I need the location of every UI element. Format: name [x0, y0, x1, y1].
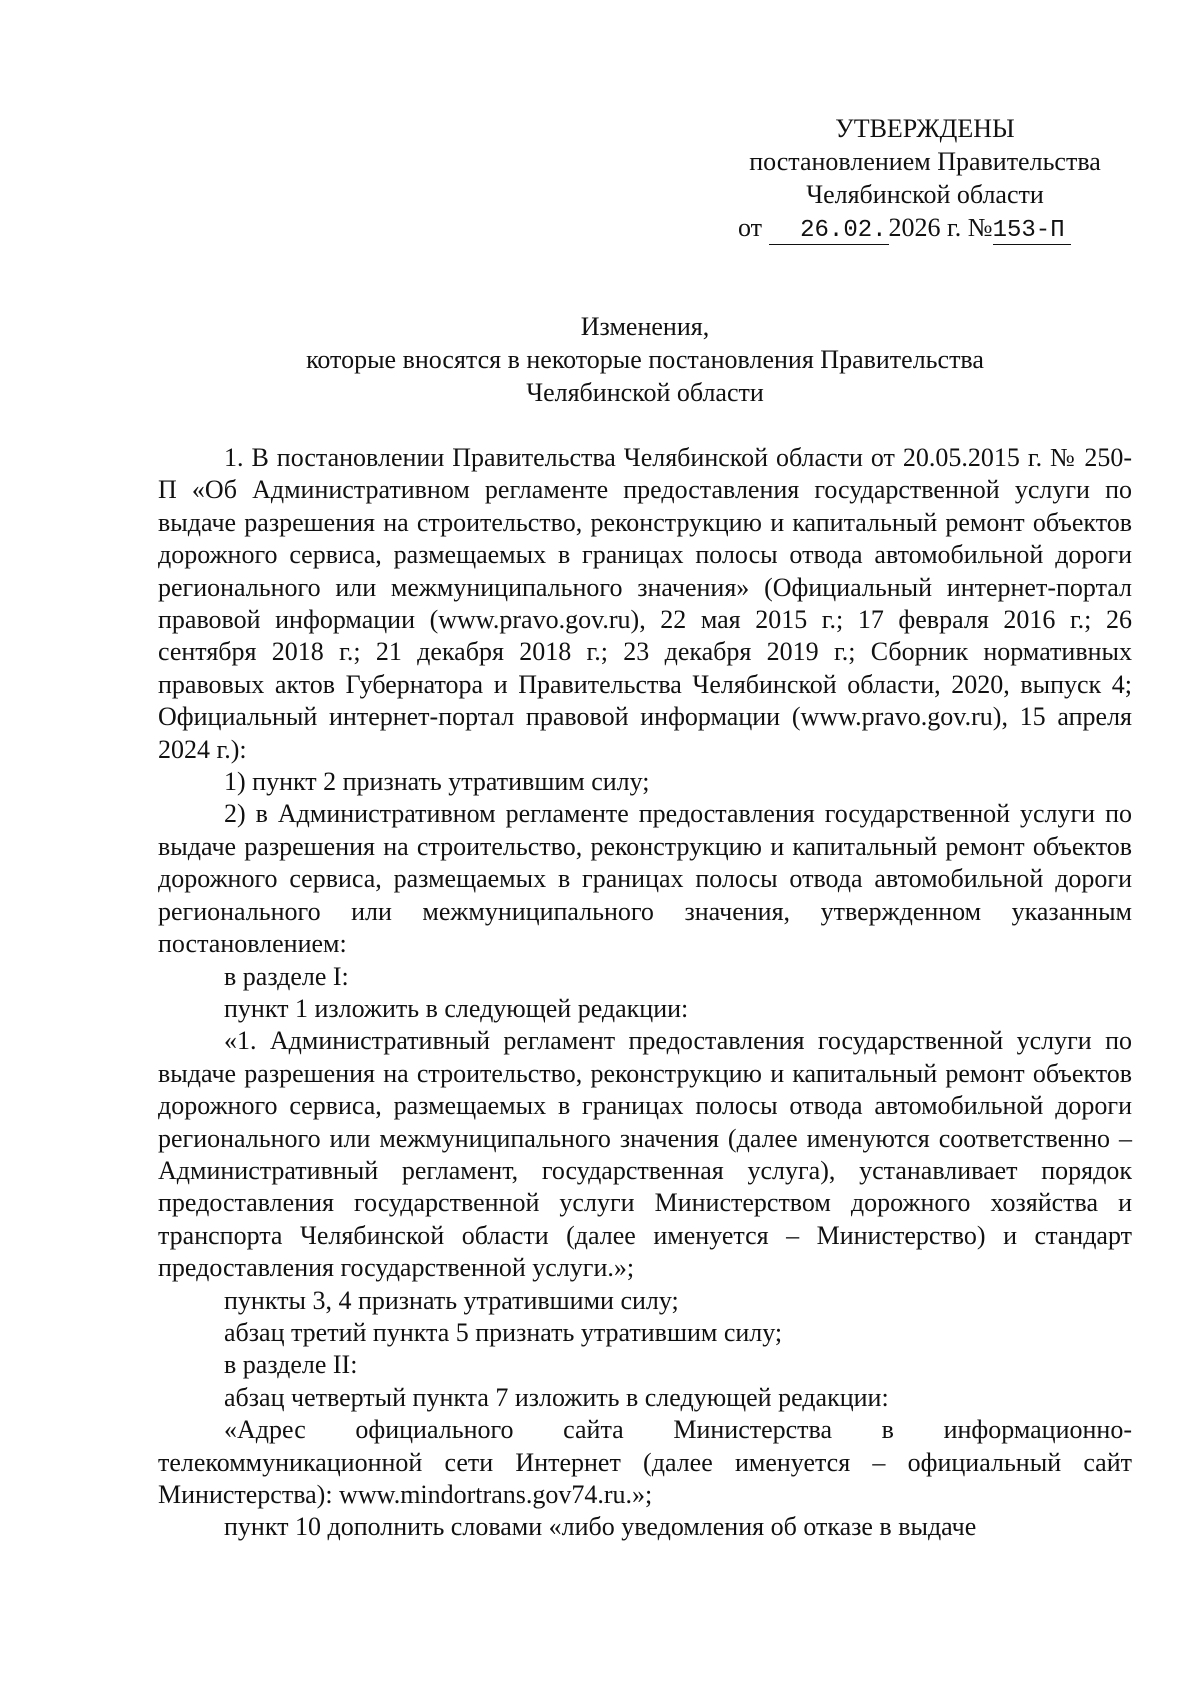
- paragraph-5: пункт 1 изложить в следующей редакции:: [224, 993, 689, 1023]
- paragraph-11: «Адрес официального сайта Министерства в информационно-телекоммуникационной сети Интернет (далее именуется – официальный сайт Министерства): www.mindortrans.gov74.ru.»;: [158, 1415, 1132, 1509]
- document-body: [158, 442, 1132, 1544]
- paragraph-2: 1) пункт 2 признать утратившим силу;: [224, 767, 650, 797]
- approval-stamp: [720, 112, 1130, 245]
- paragraph-3: 2) в Административном регламенте предоставления государственной услуги по выдаче разрешения на строительство, реконструкцию и капитальный ремонт объектов дорожного сервиса, размещаемых в границах полосы отвода автомобильной дороги регионального или межмуниципального значения, утвержденном указанным постановлением:: [158, 799, 1132, 959]
- number-field: 153-П: [993, 218, 1071, 245]
- paragraph-6: «1. Административный регламент предоставления государственной услуги по выдаче разрешения на строительство, реконструкцию и капитальный ремонт объектов дорожного сервиса, размещаемых в границах полосы отвода автомобильной дороги регионального или межмуниципального значения (далее именуются соответственно – Административный регламент, государственная услуга), устанавливает порядок предоставления государственной услуги Министерством дорожного хозяйства и транспорта Челябинской области (далее именуется – Министерство) и стандарт предоставления государственной услуги.»;: [158, 1026, 1132, 1283]
- date-prefix: от: [738, 213, 763, 242]
- paragraph-10: абзац четвертый пункта 7 изложить в следующей редакции:: [224, 1382, 889, 1412]
- paragraph-1: 1. В постановлении Правительства Челябинской области от 20.05.2015 г. № 250-П «Об Административном регламенте предоставления государственной услуги по выдаче разрешения на строительство, реконструкцию и капитальный ремонт объектов дорожного сервиса, размещаемых в границах полосы отвода автомобильной дороги регионального или межмуниципального значения» (Официальный интернет-портал правовой информации (www.pravo.gov.ru), 22 мая 2015 г.; 17 февраля 2016 г.; 26 сентября 2018 г.; 21 декабря 2018 г.; 23 декабря 2019 г.; Сборник нормативных правовых актов Губернатора и Правительства Челябинской области, 2020, выпуск 4; Официальный интернет-портал правовой информации (www.pravo.gov.ru), 15 апреля 2024 г.):: [158, 443, 1132, 764]
- title-line-2: которые вносятся в некоторые постановления Правительства: [306, 345, 984, 374]
- paragraph-9: в разделе II:: [224, 1350, 358, 1380]
- approval-line-region: Челябинской области: [806, 180, 1044, 209]
- document-title: [160, 310, 1130, 409]
- year-text: 2026 г. №: [888, 213, 993, 242]
- title-line-3: Челябинской области: [526, 378, 764, 407]
- approval-line-resolution: постановлением Правительства: [749, 147, 1101, 176]
- date-field: 26.02.: [769, 218, 889, 245]
- paragraph-8: абзац третий пункта 5 признать утратившим силу;: [224, 1317, 783, 1347]
- paragraph-12: пункт 10 дополнить словами «либо уведомления об отказе в выдаче: [224, 1512, 977, 1542]
- paragraph-7: пункты 3, 4 признать утратившими силу;: [224, 1285, 679, 1315]
- approval-date-line: [720, 211, 1130, 245]
- title-line-1: Изменения,: [580, 312, 710, 341]
- approval-heading: УТВЕРЖДЕНЫ: [835, 114, 1015, 143]
- paragraph-4: в разделе I:: [224, 961, 349, 991]
